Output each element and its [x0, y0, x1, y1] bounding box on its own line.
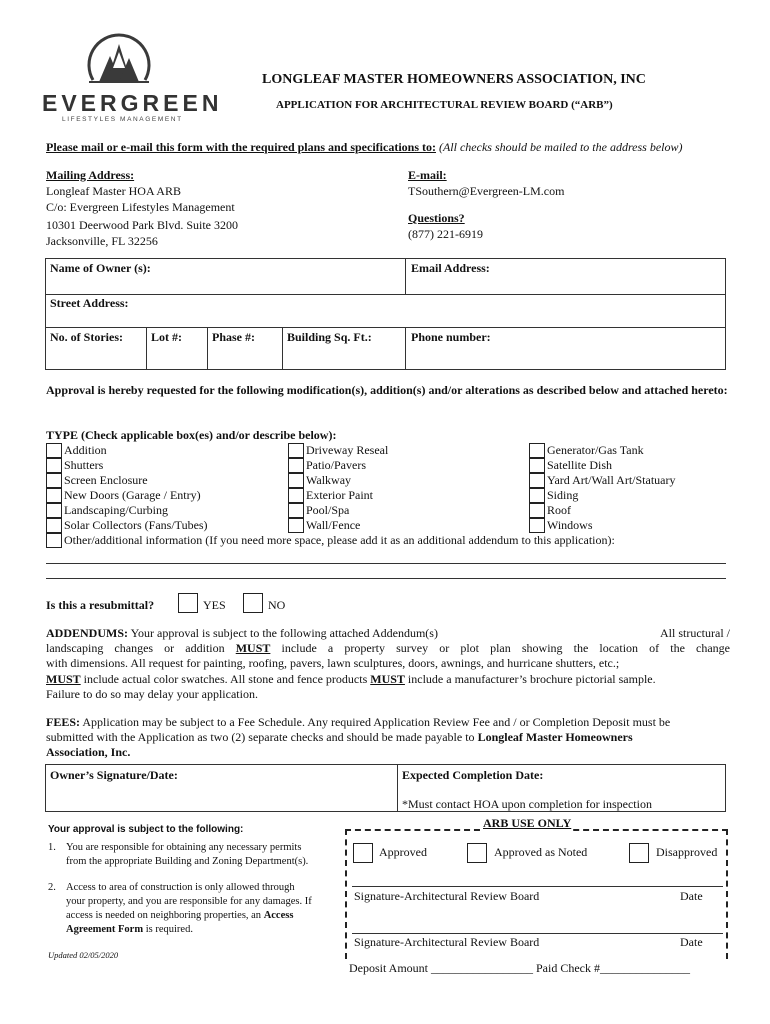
sqft-field[interactable]: Building Sq. Ft.: — [287, 330, 372, 344]
completion-date-field[interactable]: Expected Completion Date: — [402, 768, 544, 782]
description-line[interactable] — [46, 578, 726, 579]
mailing-line: Jacksonville, FL 32256 — [46, 234, 158, 248]
owner-name-field[interactable]: Name of Owner (s): — [50, 261, 151, 275]
fees-heading: FEES: — [46, 715, 81, 729]
phase-field[interactable]: Phase #: — [212, 330, 255, 344]
approved-as-noted-checkbox[interactable] — [467, 843, 487, 863]
logo-tagline: LIFESTYLES MANAGEMENT — [62, 116, 183, 123]
checkbox[interactable] — [529, 443, 545, 458]
approved-label: Approved — [379, 845, 427, 859]
type-option-label: Satellite Dish — [547, 458, 612, 472]
arb-signature-label: Signature-Architectural Review Board — [354, 935, 540, 949]
type-option-label: Driveway Reseal — [306, 443, 389, 457]
form-title: LONGLEAF MASTER HOMEOWNERS ASSOCIATION, INC — [262, 72, 646, 87]
checkbox[interactable] — [529, 473, 545, 488]
type-option-label: Addition — [64, 443, 107, 457]
checkbox[interactable] — [46, 488, 62, 503]
approval-request: Approval is hereby requested for the following modification(s), addition(s) and/or alterations as described below and attached hereto: — [46, 383, 728, 397]
mailing-line: Longleaf Master HOA ARB — [46, 184, 181, 198]
checkbox[interactable] — [529, 488, 545, 503]
type-option-label: Landscaping/Curbing — [64, 503, 168, 517]
resubmittal-yes-checkbox[interactable] — [178, 593, 198, 613]
phone-field[interactable]: Phone number: — [411, 330, 491, 344]
checkbox[interactable] — [288, 458, 304, 473]
approved-as-noted-label: Approved as Noted — [494, 845, 588, 859]
resubmittal-no-label: NO — [268, 598, 286, 612]
email-address-field[interactable]: Email Address: — [411, 261, 490, 275]
type-option-label: Wall/Fence — [306, 518, 361, 532]
questions-heading: Questions? — [408, 211, 465, 225]
mailing-heading: Mailing Address: — [46, 168, 135, 182]
checkbox[interactable] — [46, 443, 62, 458]
completion-note: *Must contact HOA upon completion for inspection — [402, 797, 652, 811]
type-option-label: Shutters — [64, 458, 104, 472]
type-option-label: Exterior Paint — [306, 488, 373, 502]
approved-checkbox[interactable] — [353, 843, 373, 863]
lot-field[interactable]: Lot #: — [151, 330, 182, 344]
form-subtitle: APPLICATION FOR ARCHITECTURAL REVIEW BOARD (“ARB”) — [276, 99, 613, 111]
mailing-address — [46, 167, 238, 249]
type-option-label: Solar Collectors (Fans/Tubes) — [64, 518, 208, 532]
arb-heading: ARB USE ONLY — [483, 816, 572, 830]
logo-brand: EVERGREEN — [42, 90, 223, 116]
street-address-field[interactable]: Street Address: — [50, 296, 129, 310]
description-line[interactable] — [46, 563, 726, 564]
checkbox[interactable] — [288, 488, 304, 503]
checkbox[interactable] — [529, 503, 545, 518]
checkbox[interactable] — [529, 458, 545, 473]
type-heading: TYPE (Check applicable box(es) and/or describe below): — [46, 428, 337, 442]
addendums-heading: ADDENDUMS: — [46, 626, 128, 640]
evergreen-logo — [40, 20, 223, 132]
type-option-label: Walkway — [306, 473, 352, 487]
type-option-label: Other/additional information (If you need more space, please add it as an additional addendum to this application): — [64, 533, 615, 547]
type-option-label: Patio/Pavers — [306, 458, 366, 472]
deposit-amount-line[interactable]: Deposit Amount _________________ Paid Check #_______________ — [349, 961, 690, 975]
type-option-label: Pool/Spa — [306, 503, 350, 517]
checkbox[interactable] — [288, 518, 304, 533]
arb-signature-label: Signature-Architectural Review Board — [354, 889, 540, 903]
checkbox[interactable] — [288, 443, 304, 458]
disapproved-checkbox[interactable] — [629, 843, 649, 863]
type-option-label: Roof — [547, 503, 571, 517]
checkbox[interactable] — [46, 473, 62, 488]
checkbox[interactable] — [288, 473, 304, 488]
addendums-text: ADDENDUMS: Your approval is subject to the following attached Addendum(s) All structural / landscaping changes or addition MUST include a property survey or plot plan showing the location of the change with dimensions. All request for painting, roofing, pavers, lawn sculptures, doors, awnings, and hurricane shutters, etc.; MUST include actual color swatches. All stone and fence products MUST include a manufacturer’s brochure pictorial sample. Failure to do so may delay your application. — [46, 626, 731, 701]
arb-signature-line[interactable] — [352, 886, 723, 887]
checkbox[interactable] — [46, 503, 62, 518]
mailing-line: C/o: Evergreen Lifestyles Management — [46, 200, 235, 214]
checkbox[interactable] — [46, 533, 62, 548]
resubmittal-no-checkbox[interactable] — [243, 593, 263, 613]
disapproved-label: Disapproved — [656, 845, 718, 859]
type-option-label: Yard Art/Wall Art/Statuary — [547, 473, 676, 487]
arb-date-label: Date — [680, 889, 703, 903]
email-contact — [408, 167, 564, 199]
resubmittal-question: Is this a resubmittal? — [46, 598, 155, 612]
type-option-label: Generator/Gas Tank — [547, 443, 644, 457]
checkbox[interactable] — [46, 458, 62, 473]
arb-signature-line[interactable] — [352, 933, 723, 934]
questions-phone: (877) 221-6919 — [408, 227, 483, 241]
checkbox[interactable] — [288, 503, 304, 518]
owner-signature-field[interactable]: Owner’s Signature/Date: — [50, 768, 178, 782]
questions-contact — [408, 210, 483, 242]
checkbox[interactable] — [46, 518, 62, 533]
type-option-label: Windows — [547, 518, 593, 532]
type-option-label: Siding — [547, 488, 579, 502]
conditions-heading: Your approval is subject to the following: — [48, 824, 244, 835]
mailing-line: 10301 Deerwood Park Blvd. Suite 3200 — [46, 218, 238, 232]
updated-date: Updated 02/05/2020 — [48, 950, 119, 960]
type-option-label: Screen Enclosure — [64, 473, 148, 487]
type-option-label: New Doors (Garage / Entry) — [64, 488, 201, 502]
email-heading: E-mail: — [408, 168, 447, 182]
email-link[interactable]: TSouthern@Evergreen-LM.com — [408, 184, 565, 198]
instructions-italic: (All checks should be mailed to the address below) — [438, 140, 683, 154]
instructions — [46, 140, 683, 155]
fees-text: FEES: Application may be subject to a Fee Schedule. Any required Application Review Fee and / or Completion Deposit must be submitted with the Application as two (2) separate checks and should be made payable to Longleaf Master Homeowners Association, Inc. — [46, 715, 671, 759]
resubmittal-yes-label: YES — [203, 598, 226, 612]
condition-item-1: 1. You are responsible for obtaining any necessary permits from the appropriate Building and Zoning Department(s). — [48, 842, 309, 867]
checkbox[interactable] — [529, 518, 545, 533]
arb-date-label: Date — [680, 935, 703, 949]
stories-field[interactable]: No. of Stories: — [50, 330, 123, 344]
evergreen-tree-icon — [83, 20, 155, 88]
condition-item-2: 2. Access to area of construction is only allowed through your property, and you are responsible for any damages. If access is needed on neighboring properties, an Access Agreement Form is required. — [48, 882, 312, 935]
instructions-bold: Please mail or e-mail this form with the required plans and specifications to: — [46, 140, 436, 154]
